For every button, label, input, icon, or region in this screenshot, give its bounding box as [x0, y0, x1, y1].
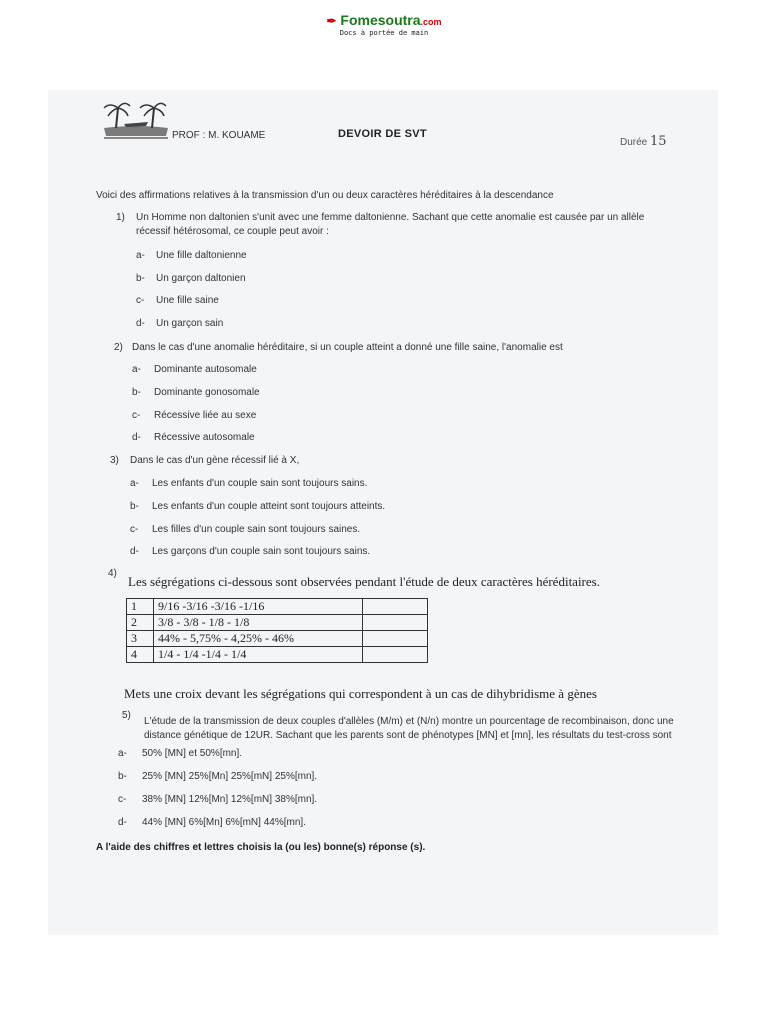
table-row — [127, 615, 428, 631]
table-cell-values: 3/8 - 3/8 - 1/8 - 1/8 — [154, 615, 363, 631]
table-cell-check[interactable] — [363, 631, 428, 647]
q3-option-b-label: b- — [130, 501, 139, 512]
q5-option-d-label: d- — [118, 817, 127, 828]
exam-sheet — [48, 90, 718, 935]
duration — [620, 134, 667, 149]
q5-line1: L'étude de la transmission de deux couples d'allèles (M/m) et (N/n) montre un pourcentage de recombinaison, donc une — [144, 716, 674, 727]
q2-option-c: Récessive liée au sexe — [154, 410, 257, 421]
site-name: Fomesoutra — [340, 12, 421, 28]
site-domain: .com — [420, 17, 442, 27]
q1-option-c: Une fille saine — [156, 295, 219, 306]
table-cell-check[interactable] — [363, 615, 428, 631]
q3-option-c-label: c- — [130, 524, 139, 535]
q1-option-d: Un garçon sain — [156, 318, 224, 329]
q5-option-d: 44% [MN] 6%[Mn] 6%[mN] 44%[mn]. — [142, 817, 306, 828]
q5-option-b: 25% [MN] 25%[Mn] 25%[mN] 25%[mn]. — [142, 771, 318, 782]
table-row — [127, 647, 428, 663]
q1-option-a-label: a- — [136, 250, 145, 261]
q5-option-b-label: b- — [118, 771, 127, 782]
q2-option-d-label: d- — [132, 432, 141, 443]
q3-option-b: Les enfants d'un couple atteint sont toujours atteints. — [152, 501, 386, 512]
q5-option-a-label: a- — [118, 748, 127, 759]
q1-number: 1) — [116, 212, 125, 223]
q4-instruction: Mets une croix devant les ségrégations qui correspondent à un cas de dihybridisme à gènes — [124, 686, 597, 701]
q3-option-a-label: a- — [130, 478, 139, 489]
table-cell-check[interactable] — [363, 599, 428, 615]
q3-option-a: Les enfants d'un couple sain sont toujours sains. — [152, 478, 368, 489]
table-cell-number: 1 — [127, 599, 154, 615]
table-cell-number: 2 — [127, 615, 154, 631]
q5-option-c: 38% [MN] 12%[Mn] 12%[mN] 38%[mn]. — [142, 794, 318, 805]
q1-option-d-label: d- — [136, 318, 145, 329]
q2-option-c-label: c- — [132, 410, 141, 421]
table-cell-check[interactable] — [363, 647, 428, 663]
q2-option-b-label: b- — [132, 387, 141, 398]
palm-trees-school-logo-icon — [100, 98, 172, 140]
q1-line2: récessif hétérosomal, ce couple peut avoir : — [136, 226, 329, 237]
table-row — [127, 599, 428, 615]
q1-option-c-label: c- — [136, 295, 145, 306]
q2-option-d: Récessive autosomale — [154, 432, 255, 443]
table-cell-number: 3 — [127, 631, 154, 647]
q5-line2: distance génétique de 12UR. Sachant que les parents sont de phénotypes [MN] et [mn], les résultats du test-cross sont — [144, 730, 672, 741]
q2-text: Dans le cas d'une anomalie héréditaire, si un couple atteint a donné une fille saine, l'anomalie est — [132, 342, 563, 353]
q1-line1: Un Homme non daltonien s'unit avec une femme daltonienne. Sachant que cette anomalie est causée par un allèle — [136, 212, 645, 223]
intro-text: Voici des affirmations relatives à la transmission d'un ou deux caractères héréditaires à la descendance — [96, 190, 554, 201]
q5-number: 5) — [122, 710, 131, 721]
duration-label: Durée — [620, 137, 648, 148]
table-cell-values: 44% - 5,75% - 4,25% - 46% — [154, 631, 363, 647]
q3-option-d-label: d- — [130, 546, 139, 557]
table-cell-values: 1/4 - 1/4 -1/4 - 1/4 — [154, 647, 363, 663]
q4-text: Les ségrégations ci-dessous sont observées pendant l'étude de deux caractères héréditaires. — [128, 574, 600, 589]
q5-option-a: 50% [MN] et 50%[mn]. — [142, 748, 243, 759]
q3-option-c: Les filles d'un couple sain sont toujours saines. — [152, 524, 361, 535]
table-row — [127, 631, 428, 647]
q2-option-a-label: a- — [132, 364, 141, 375]
footer-instruction: A l'aide des chiffres et lettres choisis la (ou les) bonne(s) réponse (s). — [96, 842, 426, 853]
site-tagline: Docs à portée de main — [339, 29, 429, 37]
table-cell-number: 4 — [127, 647, 154, 663]
q1-option-a: Une fille daltonienne — [156, 250, 247, 261]
exam-title: DEVOIR DE SVT — [338, 128, 427, 140]
duration-value: 15 — [650, 134, 667, 149]
q1-option-b-label: b- — [136, 273, 145, 284]
q2-option-a: Dominante autosomale — [154, 364, 257, 375]
q5-option-c-label: c- — [118, 794, 127, 805]
q3-number: 3) — [110, 455, 119, 466]
teacher-name: PROF : M. KOUAME — [172, 130, 266, 141]
table-cell-values: 9/16 -3/16 -3/16 -1/16 — [154, 599, 363, 615]
q2-number: 2) — [114, 342, 123, 353]
q3-option-d: Les garçons d'un couple sain sont toujours sains. — [152, 546, 371, 557]
q2-option-b: Dominante gonosomale — [154, 387, 260, 398]
q1-option-b: Un garçon daltonien — [156, 273, 246, 284]
q3-text: Dans le cas d'un gène récessif lié à X, — [130, 455, 300, 466]
segregation-table — [126, 598, 428, 663]
q4-number: 4) — [108, 568, 117, 579]
site-logo — [0, 12, 768, 37]
feather-icon: ✒ — [326, 14, 337, 28]
